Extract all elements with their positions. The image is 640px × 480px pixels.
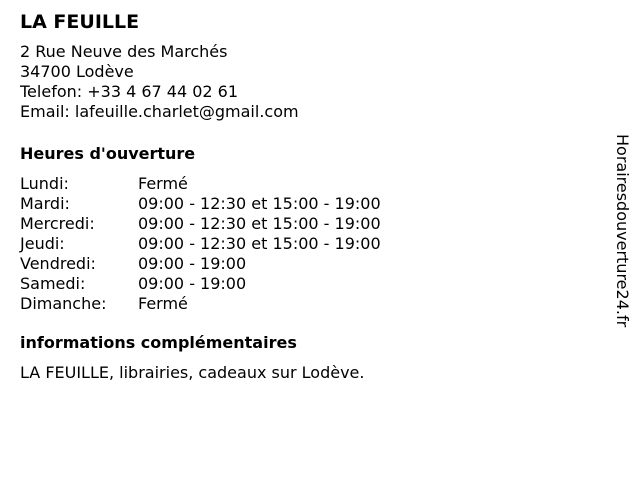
additional-info-text: LA FEUILLE, librairies, cadeaux sur Lodève. (20, 363, 365, 382)
day-hours: Fermé (138, 294, 188, 313)
day-label: Vendredi: (20, 254, 96, 273)
day-hours: 09:00 - 12:30 et 15:00 - 19:00 (138, 234, 381, 253)
hours-row-tuesday (20, 194, 600, 214)
additional-info-heading: informations complémentaires (20, 333, 297, 352)
address-line-city: 34700 Lodève (20, 62, 134, 81)
email-line: Email: lafeuille.charlet@gmail.com (20, 102, 299, 121)
hours-row-sunday (20, 294, 600, 314)
hours-row-monday (20, 174, 600, 194)
day-hours: 09:00 - 12:30 et 15:00 - 19:00 (138, 194, 381, 213)
day-label: Jeudi: (20, 234, 65, 253)
site-watermark: Horairesdouverture24.fr (613, 134, 632, 328)
day-label: Dimanche: (20, 294, 107, 313)
hours-row-thursday (20, 234, 600, 254)
hours-row-friday (20, 254, 600, 274)
business-card (20, 10, 600, 383)
day-label: Lundi: (20, 174, 69, 193)
day-label: Samedi: (20, 274, 86, 293)
hours-row-saturday (20, 274, 600, 294)
day-hours: 09:00 - 19:00 (138, 274, 247, 293)
address-line-street: 2 Rue Neuve des Marchés (20, 42, 228, 61)
day-hours: Fermé (138, 174, 188, 193)
day-hours: 09:00 - 12:30 et 15:00 - 19:00 (138, 214, 381, 233)
opening-hours-table (20, 174, 600, 314)
hours-row-wednesday (20, 214, 600, 234)
opening-hours-heading: Heures d'ouverture (20, 144, 196, 163)
business-name: LA FEUILLE (20, 11, 140, 33)
phone-line: Telefon: +33 4 67 44 02 61 (20, 82, 239, 101)
day-hours: 09:00 - 19:00 (138, 254, 247, 273)
day-label: Mardi: (20, 194, 70, 213)
day-label: Mercredi: (20, 214, 95, 233)
